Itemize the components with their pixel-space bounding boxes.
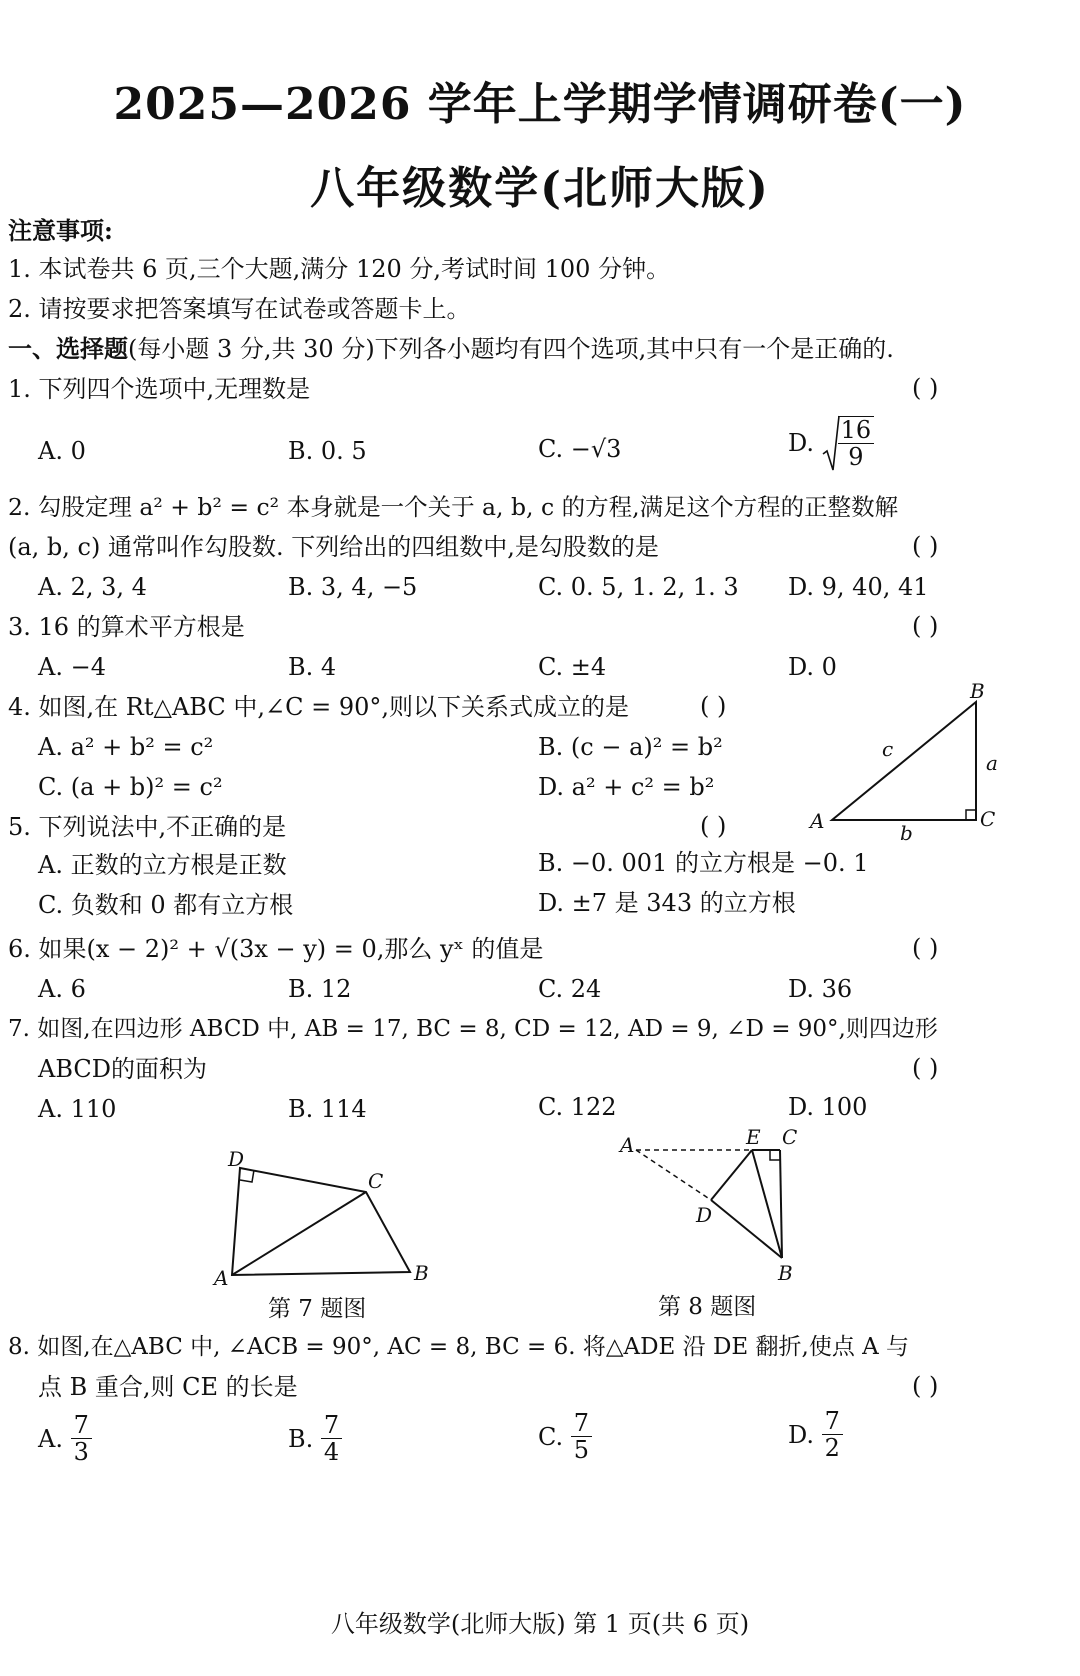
- note-item-1: 1. 本试卷共 6 页,三个大题,满分 120 分,考试时间 100 分钟。: [8, 255, 671, 283]
- fraction-denominator: 5: [573, 1436, 590, 1464]
- q5-option-b[interactable]: B. −0. 001 的立方根是 −0. 1: [538, 849, 869, 877]
- q8-option-c-label: C.: [538, 1422, 564, 1451]
- fig7-label-B: B: [414, 1261, 429, 1285]
- q2-answer-blank[interactable]: ( ): [912, 532, 939, 560]
- q4-stem: 4. 如图,在 Rt△ABC 中,∠C = 90°,则以下关系式成立的是: [8, 693, 629, 721]
- q6-option-c[interactable]: C. 24: [538, 975, 602, 1003]
- q1-option-c[interactable]: C. −√3: [538, 435, 622, 463]
- q2-option-a[interactable]: A. 2, 3, 4: [38, 573, 147, 601]
- q3-option-d[interactable]: D. 0: [788, 653, 837, 681]
- q2-stem-line-1: 2. 勾股定理 a² + b² = c² 本身就是一个关于 a, b, c 的方程,满足这个方程的正整数解: [8, 493, 899, 521]
- q4-option-b[interactable]: B. (c − a)² = b²: [538, 733, 723, 761]
- figure-q7-quadrilateral: [200, 1150, 450, 1290]
- q1-stem: 1. 下列四个选项中,无理数是: [8, 375, 311, 403]
- q2-option-b[interactable]: B. 3, 4, −5: [288, 573, 418, 601]
- q3-option-b[interactable]: B. 4: [288, 653, 337, 681]
- q6-option-d[interactable]: D. 36: [788, 975, 853, 1003]
- q8-option-a-label: A.: [38, 1424, 63, 1453]
- q8-answer-blank[interactable]: ( ): [912, 1372, 939, 1400]
- q8-option-a[interactable]: [38, 1412, 92, 1465]
- q3-stem: 3. 16 的算术平方根是: [8, 613, 245, 641]
- fig7-caption: 第 7 题图: [268, 1296, 367, 1322]
- q1-option-d-label: D.: [788, 429, 815, 457]
- q8-option-b-fraction: [321, 1412, 342, 1465]
- fig7-label-A: A: [214, 1266, 229, 1290]
- q1-answer-blank[interactable]: ( ): [912, 374, 939, 402]
- q4-answer-blank[interactable]: ( ): [700, 692, 727, 720]
- q7-option-a[interactable]: A. 110: [38, 1095, 117, 1123]
- fig4-label-b: b: [900, 821, 913, 845]
- fraction-numerator: 7: [321, 1412, 342, 1439]
- figure-q8-fold-triangle: [610, 1120, 830, 1290]
- fig8-label-B: B: [778, 1261, 793, 1285]
- q1-option-d-fraction: [838, 416, 875, 470]
- q2-stem-line-2: (a, b, c) 通常叫作勾股数. 下列给出的四组数中,是勾股数的是: [8, 533, 659, 561]
- fig8-label-A: A: [620, 1133, 635, 1157]
- section-1-header: [8, 334, 894, 364]
- q3-option-a[interactable]: A. −4: [38, 653, 106, 681]
- fig7-label-D: D: [228, 1150, 245, 1171]
- fraction-numerator: 7: [571, 1410, 592, 1437]
- fig4-label-B: B: [970, 680, 985, 703]
- fraction-denominator: 2: [824, 1434, 840, 1462]
- fig8-label-D: D: [696, 1203, 713, 1227]
- q4-option-a[interactable]: A. a² + b² = c²: [38, 733, 214, 761]
- exam-subtitle: 八年级数学(北师大版): [310, 163, 770, 214]
- q8-option-d-label: D.: [788, 1420, 815, 1449]
- fig4-label-A: A: [810, 809, 825, 833]
- notes-heading: 注意事项:: [8, 216, 113, 245]
- q7-stem-line-2: ABCD的面积为: [38, 1055, 208, 1083]
- fraction-denominator: 4: [323, 1438, 340, 1466]
- q5-option-a[interactable]: A. 正数的立方根是正数: [38, 851, 287, 879]
- q4-option-c[interactable]: C. (a + b)² = c²: [38, 773, 223, 801]
- fig8-label-E: E: [746, 1125, 761, 1149]
- q2-option-d[interactable]: D. 9, 40, 41: [788, 573, 929, 601]
- q1-option-b[interactable]: B. 0. 5: [288, 437, 367, 465]
- q6-answer-blank[interactable]: ( ): [912, 934, 939, 962]
- q1-option-a[interactable]: A. 0: [38, 437, 86, 465]
- q7-stem-line-1: 7. 如图,在四边形 ABCD 中, AB = 17, BC = 8, CD = 12, AD = 9, ∠D = 90°,则四边形: [8, 1016, 938, 1042]
- q4-option-d[interactable]: D. a² + c² = b²: [538, 773, 715, 801]
- q8-option-b-label: B.: [288, 1424, 314, 1453]
- q5-option-c[interactable]: C. 负数和 0 都有立方根: [38, 891, 294, 919]
- fig4-label-C: C: [980, 807, 996, 831]
- q8-option-b[interactable]: [288, 1412, 342, 1465]
- fig8-label-C: C: [782, 1125, 798, 1149]
- q8-option-a-fraction: [71, 1412, 92, 1465]
- section-1-label: 一、选择题: [8, 334, 128, 363]
- q5-stem: 5. 下列说法中,不正确的是: [8, 813, 287, 841]
- q8-option-d-fraction: [822, 1408, 843, 1461]
- q8-stem-line-1: 8. 如图,在△ABC 中, ∠ACB = 90°, AC = 8, BC = 6. 将△ADE 沿 DE 翻折,使点 A 与: [8, 1334, 910, 1360]
- q8-option-c[interactable]: [538, 1410, 592, 1463]
- q5-answer-blank[interactable]: ( ): [700, 812, 727, 840]
- q3-answer-blank[interactable]: ( ): [912, 612, 939, 640]
- q6-option-b[interactable]: B. 12: [288, 975, 352, 1003]
- q6-stem: 6. 如果(x − 2)² + √(3x − y) = 0,那么 yˣ 的值是: [8, 935, 544, 963]
- note-item-2: 2. 请按要求把答案填写在试卷或答题卡上。: [8, 295, 471, 323]
- fig4-label-c: c: [882, 737, 894, 761]
- fig4-label-a: a: [986, 751, 998, 775]
- fig7-label-C: C: [368, 1169, 384, 1193]
- fraction-numerator: 16: [838, 417, 875, 444]
- q2-option-c[interactable]: C. 0. 5, 1. 2, 1. 3: [538, 573, 739, 601]
- fig8-caption: 第 8 题图: [658, 1294, 757, 1320]
- fraction-denominator: 9: [848, 443, 864, 471]
- figure-q4-right-triangle: [800, 680, 1020, 850]
- fraction-numerator: 7: [822, 1408, 843, 1435]
- q7-option-b[interactable]: B. 114: [288, 1095, 367, 1123]
- q7-option-c[interactable]: C. 122: [538, 1093, 617, 1121]
- q3-option-c[interactable]: C. ±4: [538, 653, 607, 681]
- q7-answer-blank[interactable]: ( ): [912, 1054, 939, 1082]
- q8-option-c-fraction: [571, 1410, 592, 1463]
- q7-option-d[interactable]: D. 100: [788, 1093, 868, 1121]
- page-footer: 八年级数学(北师大版) 第 1 页(共 6 页): [330, 1610, 750, 1638]
- q8-option-d[interactable]: [788, 1408, 843, 1461]
- fraction-denominator: 3: [73, 1438, 89, 1466]
- q8-stem-line-2: 点 B 重合,则 CE 的长是: [38, 1373, 298, 1401]
- q1-option-d[interactable]: [788, 414, 874, 472]
- q5-option-d[interactable]: D. ±7 是 343 的立方根: [538, 889, 796, 917]
- fraction-numerator: 7: [71, 1412, 92, 1439]
- exam-title: 2025—2026 学年上学期学情调研卷(一): [113, 79, 967, 130]
- section-1-desc: (每小题 3 分,共 30 分)下列各小题均有四个选项,其中只有一个是正确的.: [128, 335, 894, 363]
- q6-option-a[interactable]: A. 6: [38, 975, 86, 1003]
